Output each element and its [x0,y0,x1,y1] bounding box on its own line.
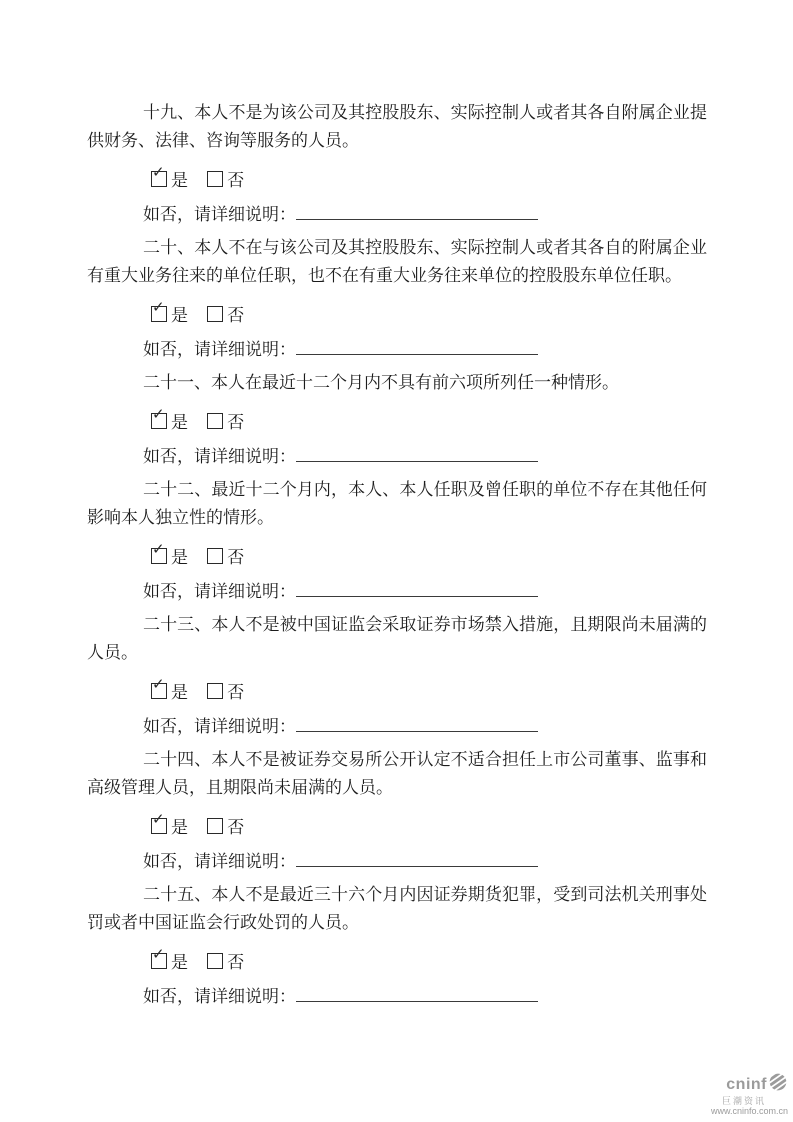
clause-text: 十九、本人不是为该公司及其控股股东、实际控制人或者其各自附属企业提供财务、法律、咨询等服务的人员。 [87,103,707,150]
answer-options [87,540,707,572]
no-checkbox-icon [207,306,223,322]
no-option [207,544,244,572]
no-label: 否 [227,171,245,190]
yes-option [151,945,188,977]
answer-options [87,405,707,437]
no-label: 否 [227,306,245,325]
no-option [207,167,244,195]
yes-checkbox-icon: ✓ [151,171,167,187]
no-label: 否 [227,548,245,567]
yes-label: 是 [171,306,188,325]
followup-label: 如否，请详细说明： [143,852,296,871]
declaration-item [87,369,707,471]
explanation-blank-line [296,579,538,597]
no-label: 否 [227,953,245,972]
clause-text: 二十、本人不在与该公司及其控股股东、实际控制人或者其各自的附属企业有重大业务往来的单位任职，也不在有重大业务往来单位的控股股东单位任职。 [87,238,707,285]
followup-label: 如否，请详细说明： [143,582,296,601]
cninfo-chinese-name: 巨潮资讯 [721,1095,766,1106]
declaration-item [87,881,707,1011]
clause-text: 二十五、本人不是最近三十六个月内因证券期货犯罪，受到司法机关刑事处罚或者中国证监会行政处罚的人员。 [87,885,707,932]
declaration-item [87,99,707,229]
clause-text: 二十四、本人不是被证券交易所公开认定不适合担任上市公司董事、监事和高级管理人员，且期限尚未届满的人员。 [87,750,707,797]
document-page [87,99,707,1016]
yes-label: 是 [171,413,188,432]
yes-option [151,298,188,330]
cninfo-swirl-icon [768,1072,788,1097]
cninfo-watermark [678,1072,788,1117]
no-checkbox-icon [207,953,223,969]
followup-row [87,848,707,876]
answer-options [87,298,707,330]
followup-label: 如否，请详细说明： [143,340,296,359]
no-option [207,814,244,842]
yes-option [151,163,188,195]
cninfo-url: www.cninfo.com.cn [710,1106,788,1117]
yes-label: 是 [171,548,188,567]
yes-option [151,675,188,707]
clause-text: 二十一、本人在最近十二个月内不具有前六项所列任一种情形。 [143,373,619,392]
declaration-item [87,476,707,606]
yes-checkbox-icon: ✓ [151,818,167,834]
no-checkbox-icon [207,548,223,564]
cninfo-brand-text: cninf [726,1075,767,1093]
yes-option [151,810,188,842]
no-checkbox-icon [207,171,223,187]
yes-option [151,540,188,572]
followup-row [87,336,707,364]
explanation-blank-line [296,444,538,462]
yes-checkbox-icon: ✓ [151,953,167,969]
declaration-item [87,611,707,741]
yes-label: 是 [171,953,188,972]
followup-label: 如否，请详细说明： [143,717,296,736]
no-option [207,679,244,707]
answer-options [87,945,707,977]
followup-label: 如否，请详细说明： [143,987,296,1006]
followup-row [87,713,707,741]
explanation-blank-line [296,337,538,355]
no-label: 否 [227,818,245,837]
items-container [87,99,707,1011]
explanation-blank-line [296,202,538,220]
yes-checkbox-icon: ✓ [151,548,167,564]
explanation-blank-line [296,984,538,1002]
no-option [207,302,244,330]
no-option [207,949,244,977]
followup-row [87,578,707,606]
followup-label: 如否，请详细说明： [143,205,296,224]
no-option [207,409,244,437]
answer-options [87,163,707,195]
yes-checkbox-icon: ✓ [151,306,167,322]
no-checkbox-icon [207,818,223,834]
declaration-item [87,746,707,876]
explanation-blank-line [296,714,538,732]
no-checkbox-icon [207,413,223,429]
followup-row [87,443,707,471]
yes-option [151,405,188,437]
yes-label: 是 [171,683,188,702]
yes-checkbox-icon: ✓ [151,683,167,699]
no-checkbox-icon [207,683,223,699]
yes-label: 是 [171,171,188,190]
yes-checkbox-icon: ✓ [151,413,167,429]
followup-label: 如否，请详细说明： [143,447,296,466]
yes-label: 是 [171,818,188,837]
followup-row [87,201,707,229]
explanation-blank-line [296,849,538,867]
answer-options [87,675,707,707]
no-label: 否 [227,413,245,432]
answer-options [87,810,707,842]
clause-text: 二十二、最近十二个月内，本人、本人任职及曾任职的单位不存在其他任何影响本人独立性的情形。 [87,480,707,527]
clause-text: 二十三、本人不是被中国证监会采取证券市场禁入措施，且期限尚未届满的人员。 [87,615,707,662]
followup-row [87,983,707,1011]
no-label: 否 [227,683,245,702]
declaration-item [87,234,707,364]
